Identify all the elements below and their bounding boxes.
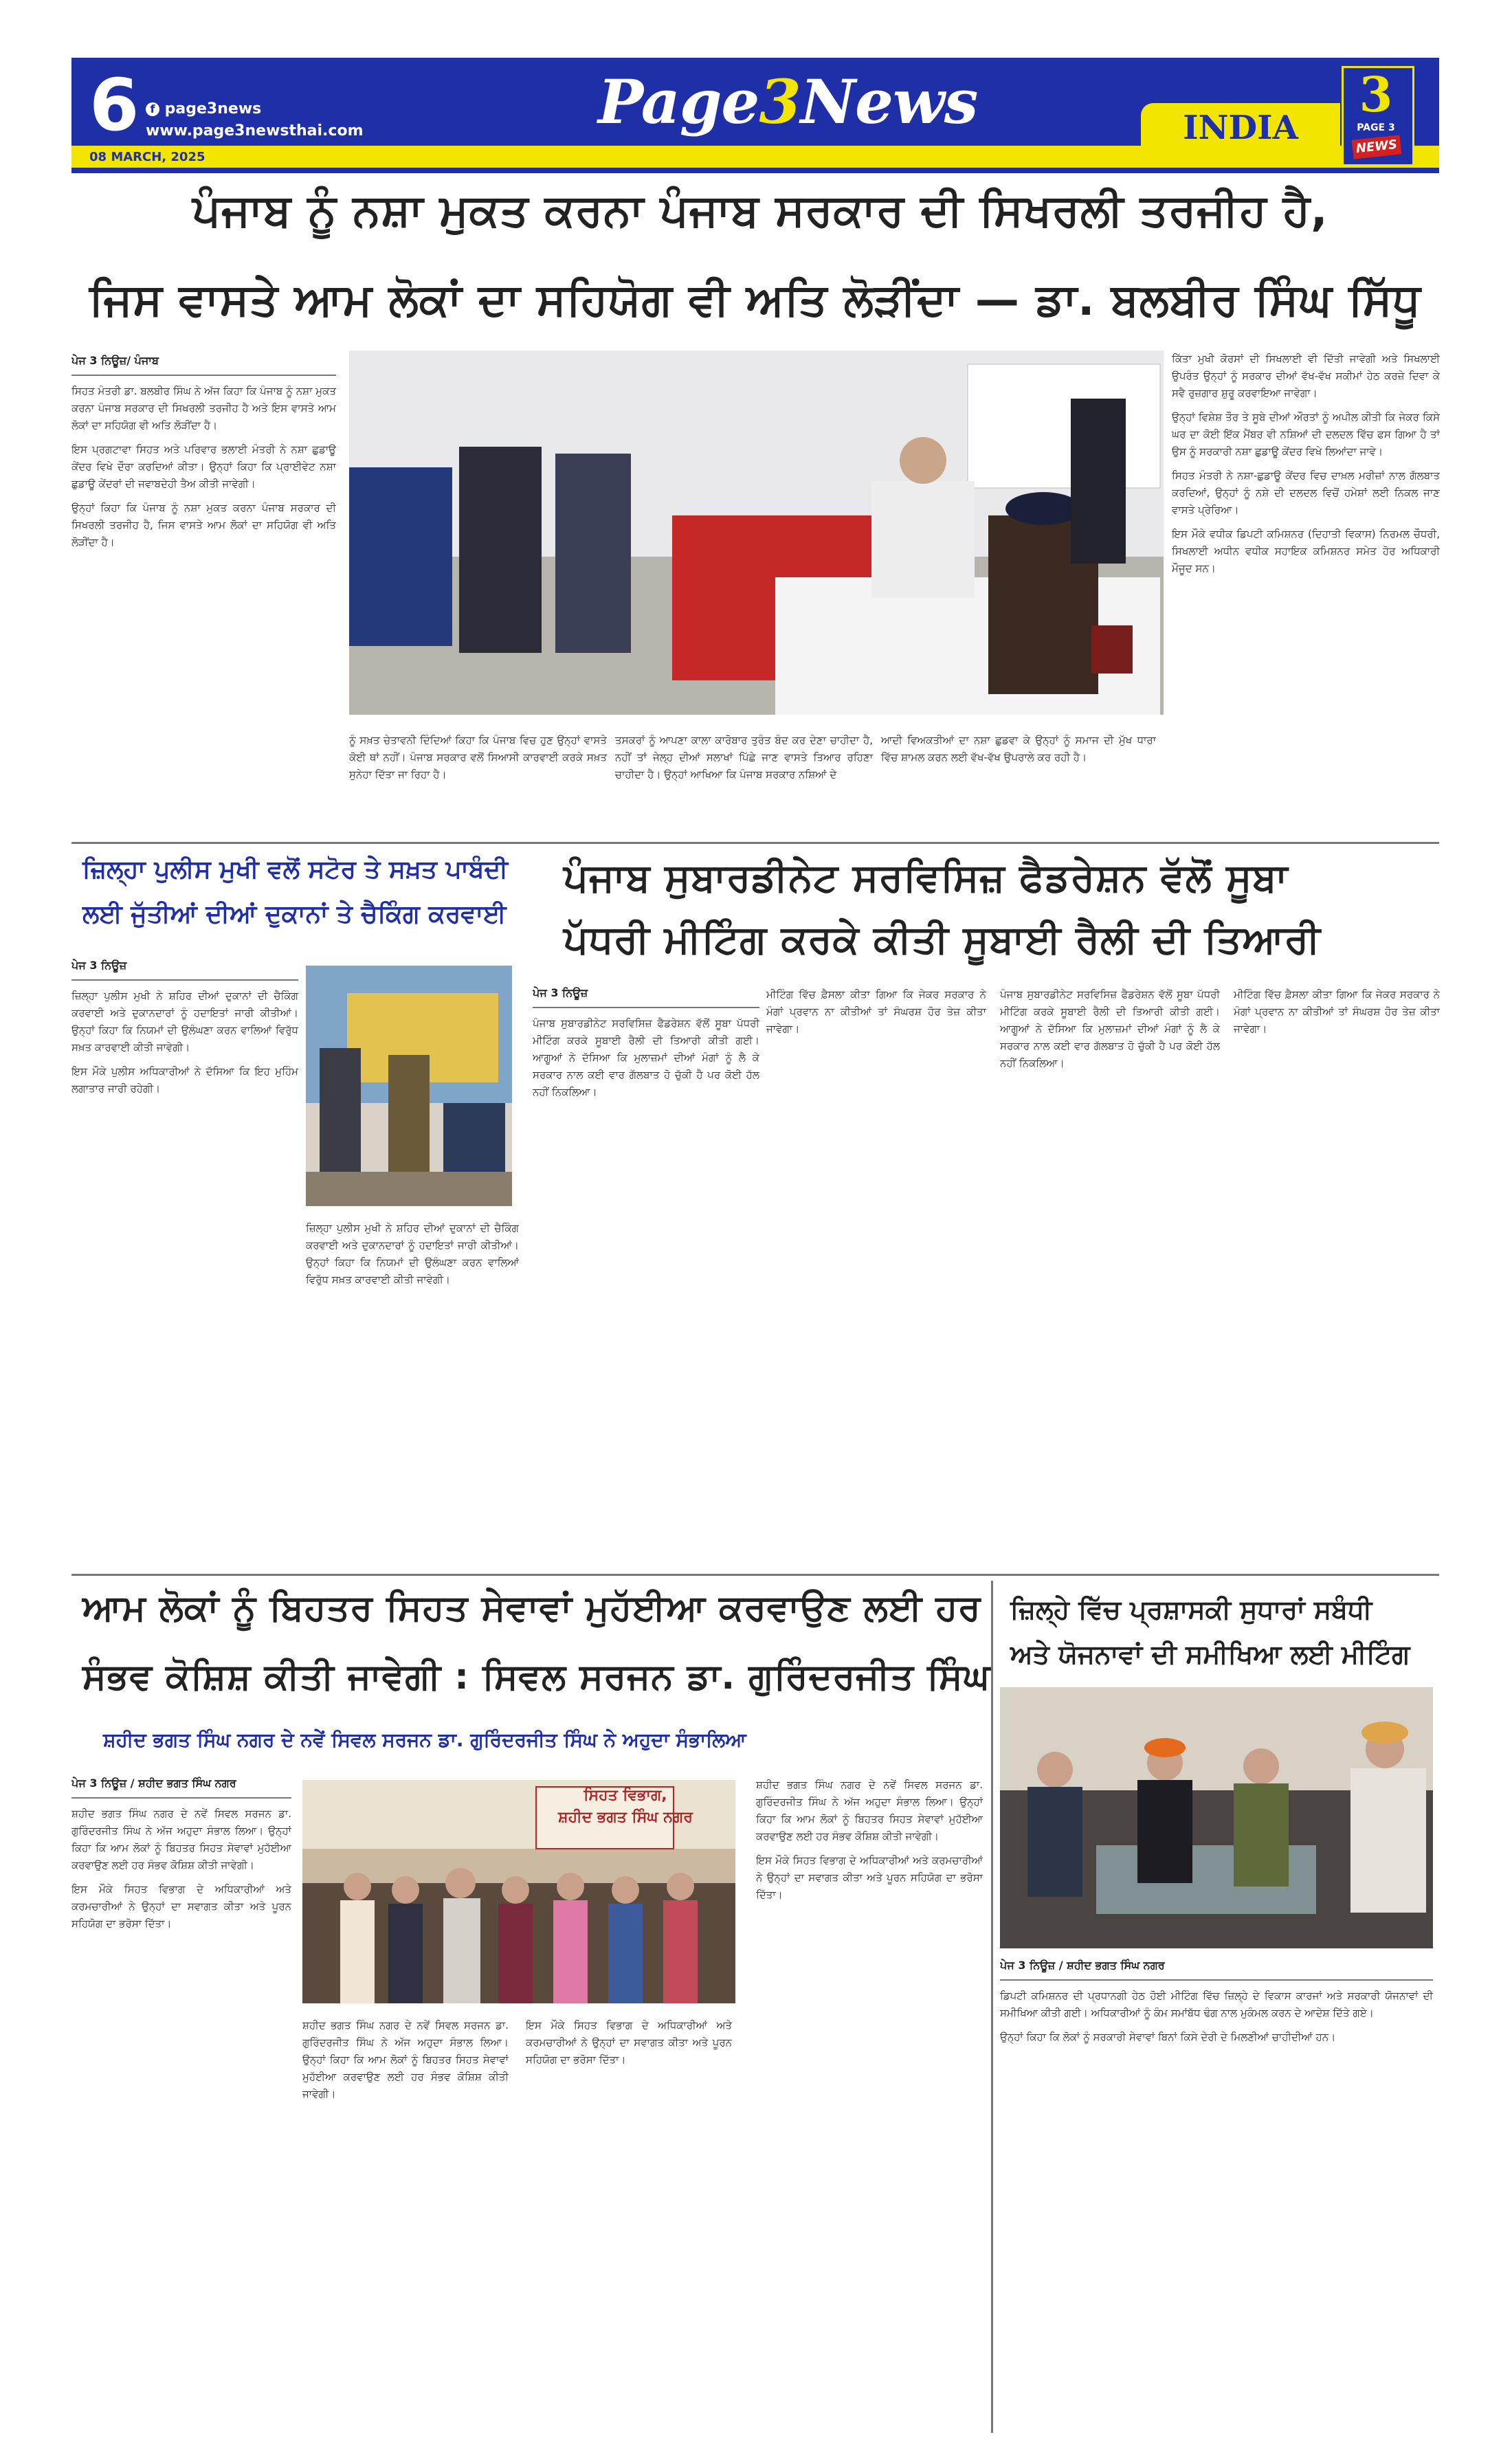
edition-label: INDIA — [1183, 109, 1298, 147]
logo-small-text: PAGE 3 — [1357, 122, 1395, 133]
story2-headline-line1: ਜ਼ਿਲ੍ਹਾ ਪੁਲੀਸ ਮੁਖੀ ਵਲੋਂ ਸਟੋਰ ਤੇ ਸਖ਼ਤ ਪਾਬੰਦੀ — [82, 856, 509, 884]
story1-headline-line2: ਜਿਸ ਵਾਸਤੇ ਆਮ ਲੋਕਾਂ ਦਾ ਸਹਿਯੋਗ ਵੀ ਅਤਿ ਲੋੜੀਂਦਾ — ਡਾ. ਬਲਬੀਰ ਸਿੰਘ ਸਿੱਧੂ — [89, 275, 1421, 326]
meeting-photo-illustration — [349, 350, 1164, 715]
story2-paragraph: ਜ਼ਿਲ੍ਹਾ ਪੁਲੀਸ ਮੁਖੀ ਨੇ ਸ਼ਹਿਰ ਦੀਆਂ ਦੁਕਾਨਾਂ ਦੀ ਚੈਕਿੰਗ ਕਰਵਾਈ ਅਤੇ ਦੁਕਾਨਦਾਰਾਂ ਨੂੰ ਹਦਾਇਤਾਂ ਜਾਰੀ ਕੀਤੀਆਂ। ਉਨ੍ਹਾਂ ਕਿਹਾ ਕਿ ਨਿਯਮਾਂ ਦੀ ਉਲੰਘਣਾ ਕਰਨ ਵਾਲਿਆਂ ਵਿਰੁੱਧ ਸਖ਼ਤ ਕਾਰਵਾਈ ਕੀਤੀ ਜਾਵੇਗੀ। — [71, 990, 298, 1054]
story5-byline: ਪੇਜ 3 ਨਿਊਜ਼ / ਸ਼ਹੀਦ ਭਗਤ ਸਿੰਘ ਨਗਰ — [1000, 1959, 1165, 1972]
story3-column-3 — [1000, 986, 1220, 1564]
story1-byline: ਪੇਜ 3 ਨਿਊਜ਼/ ਪੰਜਾਬ — [71, 354, 159, 367]
story4-paragraph: ਇਸ ਮੌਕੇ ਸਿਹਤ ਵਿਭਾਗ ਦੇ ਅਧਿਕਾਰੀਆਂ ਅਤੇ ਕਰਮਚਾਰੀਆਂ ਨੇ ਉਨ੍ਹਾਂ ਦਾ ਸਵਾਗਤ ਕੀਤਾ ਅਤੇ ਪੂਰਨ ਸਹਿਯੋਗ ਦਾ ਭਰੋਸਾ ਦਿੱਤਾ। — [756, 1854, 983, 1901]
story2-column-1 — [71, 959, 298, 1564]
story1-column-2 — [349, 732, 607, 814]
logo-news-tag: NEWS — [1352, 135, 1402, 159]
story3-column-4 — [1234, 986, 1440, 1564]
story4-paragraph: ਸ਼ਹੀਦ ਭਗਤ ਸਿੰਘ ਨਗਰ ਦੇ ਨਵੇਂ ਸਿਵਲ ਸਰਜਨ ਡਾ. ਗੁਰਿੰਦਰਜੀਤ ਸਿੰਘ ਨੇ ਅੱਜ ਅਹੁਦਾ ਸੰਭਾਲ ਲਿਆ। ਉਨ੍ਹਾਂ ਕਿਹਾ ਕਿ ਆਮ ਲੋਕਾਂ ਨੂੰ ਬਿਹਤਰ ਸਿਹਤ ਸੇਵਾਵਾਂ ਮੁਹੱਈਆ ਕਰਵਾਉਣ ਲਈ ਹਰ ਸੰਭਵ ਕੋਸ਼ਿਸ਼ ਕੀਤੀ ਜਾਵੇਗੀ। — [71, 1807, 291, 1871]
story2-photo — [306, 966, 512, 1206]
story3-paragraph: ਮੀਟਿੰਗ ਵਿੱਚ ਫ਼ੈਸਲਾ ਕੀਤਾ ਗਿਆ ਕਿ ਜੇਕਰ ਸਰਕਾਰ ਨੇ ਮੰਗਾਂ ਪ੍ਰਵਾਨ ਨਾ ਕੀਤੀਆਂ ਤਾਂ ਸੰਘਰਸ਼ ਹੋਰ ਤੇਜ਼ ਕੀਤਾ ਜਾਵੇਗਾ। — [1234, 988, 1440, 1035]
story4-subhead: ਸ਼ਹੀਦ ਭਗਤ ਸਿੰਘ ਨਗਰ ਦੇ ਨਵੇਂ ਸਿਵਲ ਸਰਜਨ ਡਾ. ਗੁਰਿੰਦਰਜੀਤ ਸਿੰਘ ਨੇ ਅਹੁਦਾ ਸੰਭਾਲਿਆ — [103, 1728, 746, 1751]
story4-headline-line1: ਆਮ ਲੋਕਾਂ ਨੂੰ ਬਿਹਤਰ ਸਿਹਤ ਸੇਵਾਵਾਂ ਮੁਹੱਈਆ ਕਰਵਾਉਣ ਲਈ ਹਰ — [82, 1588, 981, 1629]
story1-paragraph: ਉਨ੍ਹਾਂ ਵਿਸ਼ੇਸ਼ ਤੌਰ ਤੇ ਸੂਬੇ ਦੀਆਂ ਔਰਤਾਂ ਨੂੰ ਅਪੀਲ ਕੀਤੀ ਕਿ ਜੇਕਰ ਕਿਸੇ ਘਰ ਦਾ ਕੋਈ ਇੱਕ ਮੈਂਬਰ ਵੀ ਨਸ਼ਿਆਂ ਦੀ ਦਲਦਲ ਵਿੱਚ ਫਸ ਗਿਆ ਹੈ ਤਾਂ ਉਸ ਨੂੰ ਸਰਕਾਰੀ ਨਸ਼ਾ ਛੁਡਾਊ ਕੇਂਦਰ ਵਿਖੇ ਲਿਆਂਦਾ ਜਾਵੇ। — [1172, 411, 1440, 458]
story5-paragraph: ਉਨ੍ਹਾਂ ਕਿਹਾ ਕਿ ਲੋਕਾਂ ਨੂੰ ਸਰਕਾਰੀ ਸੇਵਾਵਾਂ ਬਿਨਾਂ ਕਿਸੇ ਦੇਰੀ ਦੇ ਮਿਲਣੀਆਂ ਚਾਹੀਦੀਆਂ ਹਨ। — [1000, 2031, 1336, 2043]
story3-paragraph: ਮੀਟਿੰਗ ਵਿੱਚ ਫ਼ੈਸਲਾ ਕੀਤਾ ਗਿਆ ਕਿ ਜੇਕਰ ਸਰਕਾਰ ਨੇ ਮੰਗਾਂ ਪ੍ਰਵਾਨ ਨਾ ਕੀਤੀਆਂ ਤਾਂ ਸੰਘਰਸ਼ ਹੋਰ ਤੇਜ਼ ਕੀਤਾ ਜਾਵੇਗਾ। — [766, 988, 986, 1035]
divider — [71, 375, 336, 376]
story3-headline-line1: ਪੰਜਾਬ ਸੁਬਾਰਡੀਨੇਟ ਸਰਵਿਸਿਜ਼ ਫੈਡਰੇਸ਼ਨ ਵੱਲੋਂ ਸੂਬਾ — [564, 856, 1289, 900]
brand-left: Page — [598, 66, 759, 137]
story1-headline-line1: ਪੰਜਾਬ ਨੂੰ ਨਸ਼ਾ ਮੁਕਤ ਕਰਨਾ ਪੰਜਾਬ ਸਰਕਾਰ ਦੀ ਸਿਖਰਲੀ ਤਰਜੀਹ ਹੈ, — [192, 186, 1328, 236]
divider — [533, 1007, 759, 1008]
story1-paragraph: ਸਿਹਤ ਮੰਤਰੀ ਨੇ ਨਸ਼ਾ-ਛੁਡਾਊ ਕੇਂਦਰ ਵਿਚ ਦਾਖ਼ਲ ਮਰੀਜ਼ਾਂ ਨਾਲ ਗੱਲਬਾਤ ਕਰਦਿਆਂ, ਉਨ੍ਹਾਂ ਨੂੰ ਨਸ਼ੇ ਦੀ ਦਲਦਲ ਵਿਚੋਂ ਹਮੇਸ਼ਾਂ ਲਈ ਨਿਕਲ ਜਾਣ ਵਾਸਤੇ ਪ੍ਰੇਰਿਆ। — [1172, 469, 1440, 516]
website-link[interactable]: www.page3newsthai.com — [146, 122, 364, 140]
story5-text — [1000, 1959, 1433, 2433]
brand-right: News — [800, 66, 978, 137]
story2-paragraph: ਜ਼ਿਲ੍ਹਾ ਪੁਲੀਸ ਮੁਖੀ ਨੇ ਸ਼ਹਿਰ ਦੀਆਂ ਦੁਕਾਨਾਂ ਦੀ ਚੈਕਿੰਗ ਕਰਵਾਈ ਅਤੇ ਦੁਕਾਨਦਾਰਾਂ ਨੂੰ ਹਦਾਇਤਾਂ ਜਾਰੀ ਕੀਤੀਆਂ। ਉਨ੍ਹਾਂ ਕਿਹਾ ਕਿ ਨਿਯਮਾਂ ਦੀ ਉਲੰਘਣਾ ਕਰਨ ਵਾਲਿਆਂ ਵਿਰੁੱਧ ਸਖ਼ਤ ਕਾਰਵਾਈ ਕੀਤੀ ਜਾਵੇਗੀ। — [306, 1222, 519, 1286]
story1-paragraph: ਆਦੀ ਵਿਅਕਤੀਆਂ ਦਾ ਨਸ਼ਾ ਛੁਡਵਾ ਕੇ ਉਨ੍ਹਾਂ ਨੂੰ ਸਮਾਜ ਦੀ ਮੁੱਖ ਧਾਰਾ ਵਿੱਚ ਸ਼ਾਮਲ ਕਰਨ ਲਈ ਵੱਖ-ਵੱਖ ਉਪਰਾਲੇ ਕਰ ਰਹੀ ਹੈ। — [881, 734, 1156, 764]
story4-paragraph: ਸ਼ਹੀਦ ਭਗਤ ਸਿੰਘ ਨਗਰ ਦੇ ਨਵੇਂ ਸਿਵਲ ਸਰਜਨ ਡਾ. ਗੁਰਿੰਦਰਜੀਤ ਸਿੰਘ ਨੇ ਅੱਜ ਅਹੁਦਾ ਸੰਭਾਲ ਲਿਆ। ਉਨ੍ਹਾਂ ਕਿਹਾ ਕਿ ਆਮ ਲੋਕਾਂ ਨੂੰ ਬਿਹਤਰ ਸਿਹਤ ਸੇਵਾਵਾਂ ਮੁਹੱਈਆ ਕਰਵਾਉਣ ਲਈ ਹਰ ਸੰਭਵ ਕੋਸ਼ਿਸ਼ ਕੀਤੀ ਜਾਵੇਗੀ। — [756, 1779, 983, 1843]
story3-byline: ਪੇਜ 3 ਨਿਊਜ਼ — [533, 986, 588, 999]
story2-headline-line2: ਲਈ ਜੁੱਤੀਆਂ ਦੀਆਂ ਦੁਕਾਨਾਂ ਤੇ ਚੈਕਿੰਗ ਕਰਵਾਈ — [82, 900, 507, 928]
story4-paragraph: ਸ਼ਹੀਦ ਭਗਤ ਸਿੰਘ ਨਗਰ ਦੇ ਨਵੇਂ ਸਿਵਲ ਸਰਜਨ ਡਾ. ਗੁਰਿੰਦਰਜੀਤ ਸਿੰਘ ਨੇ ਅੱਜ ਅਹੁਦਾ ਸੰਭਾਲ ਲਿਆ। ਉਨ੍ਹਾਂ ਕਿਹਾ ਕਿ ਆਮ ਲੋਕਾਂ ਨੂੰ ਬਿਹਤਰ ਸਿਹਤ ਸੇਵਾਵਾਂ ਮੁਹੱਈਆ ਕਰਵਾਉਣ ਲਈ ਹਰ ਸੰਭਵ ਕੋਸ਼ਿਸ਼ ਕੀਤੀ ਜਾਵੇਗੀ। — [302, 2019, 509, 2100]
facebook-icon: f — [146, 102, 159, 116]
story2-byline: ਪੇਜ 3 ਨਿਊਜ਼ — [71, 959, 127, 972]
story3-headline-line2: ਪੱਧਰੀ ਮੀਟਿੰਗ ਕਰਕੇ ਕੀਤੀ ਸੂਬਾਈ ਰੈਲੀ ਦੀ ਤਿਆਰੀ — [564, 917, 1321, 962]
story5-headline-line1: ਜ਼ਿਲ੍ਹੇ ਵਿੱਚ ਪ੍ਰਸ਼ਾਸਕੀ ਸੁਧਾਰਾਂ ਸਬੰਧੀ — [1010, 1594, 1372, 1625]
story4-column-3 — [526, 2017, 732, 2429]
story1-paragraph: ਇਸ ਪ੍ਰਗਟਾਵਾ ਸਿਹਤ ਅਤੇ ਪਰਿਵਾਰ ਭਲਾਈ ਮੰਤਰੀ ਨੇ ਨਸ਼ਾ ਛੁਡਾਊ ਕੇਂਦਰ ਵਿਖੇ ਦੌਰਾ ਕਰਦਿਆਂ ਕੀਤਾ। ਉਨ੍ਹਾਂ ਕਿਹਾ ਕਿ ਪ੍ਰਾਈਵੇਟ ਨਸ਼ਾ ਛੁਡਾਊ ਕੇਂਦਰਾਂ ਦੀ ਜਵਾਬਦੇਹੀ ਤੈਅ ਕੀਤੀ ਜਾਵੇਗੀ। — [71, 443, 336, 490]
story1-column-5 — [1172, 350, 1440, 828]
shop-inspection-photo — [306, 966, 512, 1206]
logo-number: 3 — [1359, 66, 1393, 123]
issue-date: 08 MARCH, 2025 — [89, 150, 205, 164]
story1-photo — [349, 350, 1164, 715]
story4-column-1 — [71, 1777, 291, 2429]
social-handle-text: page3news — [164, 100, 262, 118]
story3-column-2 — [766, 986, 986, 1564]
story4-paragraph: ਇਸ ਮੌਕੇ ਸਿਹਤ ਵਿਭਾਗ ਦੇ ਅਧਿਕਾਰੀਆਂ ਅਤੇ ਕਰਮਚਾਰੀਆਂ ਨੇ ਉਨ੍ਹਾਂ ਦਾ ਸਵਾਗਤ ਕੀਤਾ ਅਤੇ ਪੂਰਨ ਸਹਿਯੋਗ ਦਾ ਭਰੋਸਾ ਦਿੱਤਾ। — [526, 2019, 732, 2066]
office-meeting-photo — [1000, 1687, 1433, 1948]
story1-paragraph: ਇਸ ਮੌਕੇ ਵਧੀਕ ਡਿਪਟੀ ਕਮਿਸ਼ਨਰ (ਦਿਹਾਤੀ ਵਿਕਾਸ) ਨਿਰਮਲ ਚੌਧਰੀ, ਸਿਖਲਾਈ ਅਧੀਨ ਵਧੀਕ ਸਹਾਇਕ ਕਮਿਸ਼ਨਰ ਸਮੇਤ ਹੋਰ ਅਧਿਕਾਰੀ ਮੌਜੂਦ ਸਨ। — [1172, 528, 1440, 575]
story4-column-2 — [302, 2017, 509, 2429]
story5-photo — [1000, 1687, 1433, 1948]
story3-column-1 — [533, 986, 759, 1564]
section-divider — [71, 842, 1439, 844]
section-divider — [71, 1574, 1439, 1576]
story4-headline-line2: ਸੰਭਵ ਕੋਸ਼ਿਸ਼ ਕੀਤੀ ਜਾਵੇਗੀ : ਸਿਵਲ ਸਰਜਨ ਡਾ. ਗੁਰਿੰਦਰਜੀਤ ਸਿੰਘ — [82, 1656, 991, 1698]
story5-paragraph: ਡਿਪਟੀ ਕਮਿਸ਼ਨਰ ਦੀ ਪ੍ਰਧਾਨਗੀ ਹੇਠ ਹੋਈ ਮੀਟਿੰਗ ਵਿੱਚ ਜ਼ਿਲ੍ਹੇ ਦੇ ਵਿਕਾਸ ਕਾਰਜਾਂ ਅਤੇ ਸਰਕਾਰੀ ਯੋਜਨਾਵਾਂ ਦੀ ਸਮੀਖਿਆ ਕੀਤੀ ਗਈ। ਅਧਿਕਾਰੀਆਂ ਨੂੰ ਕੰਮ ਸਮਾਂਬੱਧ ਢੰਗ ਨਾਲ ਮੁਕੰਮਲ ਕਰਨ ਦੇ ਆਦੇਸ਼ ਦਿੱਤੇ ਗਏ। — [1000, 1990, 1433, 2019]
story3-paragraph: ਪੰਜਾਬ ਸੁਬਾਰਡੀਨੇਟ ਸਰਵਿਸਿਜ਼ ਫੈਡਰੇਸ਼ਨ ਵੱਲੋਂ ਸੂਬਾ ਪੱਧਰੀ ਮੀਟਿੰਗ ਕਰਕੇ ਸੂਬਾਈ ਰੈਲੀ ਦੀ ਤਿਆਰੀ ਕੀਤੀ ਗਈ। ਆਗੂਆਂ ਨੇ ਦੱਸਿਆ ਕਿ ਮੁਲਾਜ਼ਮਾਂ ਦੀਆਂ ਮੰਗਾਂ ਨੂੰ ਲੈ ਕੇ ਸਰਕਾਰ ਨਾਲ ਕਈ ਵਾਰ ਗੱਲਬਾਤ ਹੋ ਚੁੱਕੀ ਹੈ ਪਰ ਕੋਈ ਹੱਲ ਨਹੀਂ ਨਿਕਲਿਆ। — [1000, 988, 1220, 1069]
divider — [71, 979, 298, 981]
photo-sign-line2: ਸ਼ਹੀਦ ਭਗਤ ਸਿੰਘ ਨਗਰ — [557, 1809, 693, 1826]
story1-column-1 — [71, 354, 336, 808]
page-number: 6 — [89, 63, 140, 147]
divider — [1000, 1979, 1433, 1981]
column-divider — [991, 1581, 993, 2433]
story2-paragraph: ਇਸ ਮੌਕੇ ਪੁਲੀਸ ਅਧਿਕਾਰੀਆਂ ਨੇ ਦੱਸਿਆ ਕਿ ਇਹ ਮੁਹਿੰਮ ਲਗਾਤਾਰ ਜਾਰੀ ਰਹੇਗੀ। — [71, 1065, 298, 1095]
story4-column-4 — [756, 1777, 983, 2429]
story2-column-2 — [306, 1220, 519, 1564]
story1-paragraph: ਸਿਹਤ ਮੰਤਰੀ ਡਾ. ਬਲਬੀਰ ਸਿੰਘ ਨੇ ਅੱਜ ਕਿਹਾ ਕਿ ਪੰਜਾਬ ਨੂੰ ਨਸ਼ਾ ਮੁਕਤ ਕਰਨਾ ਪੰਜਾਬ ਸਰਕਾਰ ਦੀ ਸਿਖਰਲੀ ਤਰਜੀਹ ਹੈ ਅਤੇ ਇਸ ਵਾਸਤੇ ਆਮ ਲੋਕਾਂ ਦਾ ਸਹਿਯੋਗ ਵੀ ਅਤਿ ਲੋੜੀਂਦਾ ਹੈ। — [71, 385, 336, 432]
story1-paragraph: ਉਨ੍ਹਾਂ ਕਿਹਾ ਕਿ ਪੰਜਾਬ ਨੂੰ ਨਸ਼ਾ ਮੁਕਤ ਕਰਨਾ ਪੰਜਾਬ ਸਰਕਾਰ ਦੀ ਸਿਖਰਲੀ ਤਰਜੀਹ ਹੈ, ਜਿਸ ਵਾਸਤੇ ਆਮ ਲੋਕਾਂ ਦਾ ਸਹਿਯੋਗ ਵੀ ਅਤਿ ਲੋੜੀਂਦਾ ਹੈ। — [71, 502, 336, 548]
story1-paragraph: ਕਿੱਤਾ ਮੁਖੀ ਕੋਰਸਾਂ ਦੀ ਸਿਖਲਾਈ ਵੀ ਦਿੱਤੀ ਜਾਵੇਗੀ ਅਤੇ ਸਿਖਲਾਈ ਉਪਰੰਤ ਉਨ੍ਹਾਂ ਨੂੰ ਸਰਕਾਰ ਦੀਆਂ ਵੱਖ-ਵੱਖ ਸਕੀਮਾਂ ਹੇਠ ਕਰਜ਼ੇ ਦਿਵਾ ਕੇ ਸਵੈ ਰੁਜ਼ਗਾਰ ਸ਼ੁਰੂ ਕਰਵਾਇਆ ਜਾਵੇਗਾ। — [1172, 353, 1440, 399]
story1-paragraph: ਤਸਕਰਾਂ ਨੂੰ ਆਪਣਾ ਕਾਲਾ ਕਾਰੋਬਾਰ ਤੁਰੰਤ ਬੰਦ ਕਰ ਦੇਣਾ ਚਾਹੀਦਾ ਹੈ, ਨਹੀਂ ਤਾਂ ਜੇਲ੍ਹ ਦੀਆਂ ਸਲਾਖਾਂ ਪਿੱਛੇ ਜਾਣ ਵਾਸਤੇ ਤਿਆਰ ਰਹਿਣਾ ਚਾਹੀਦਾ ਹੈ। ਉਨ੍ਹਾਂ ਆਖਿਆ ਕਿ ਪੰਜਾਬ ਸਰਕਾਰ ਨਸ਼ਿਆਂ ਦੇ — [615, 734, 873, 781]
brand-three: 3 — [759, 66, 801, 137]
divider — [71, 1797, 291, 1799]
social-handle[interactable] — [146, 100, 261, 118]
story5-headline-line2: ਅਤੇ ਯੋਜਨਾਵਾਂ ਦੀ ਸਮੀਖਿਆ ਲਈ ਮੀਟਿੰਗ — [1010, 1639, 1410, 1669]
story1-column-4 — [881, 732, 1156, 814]
story4-byline: ਪੇਜ 3 ਨਿਊਜ਼ / ਸ਼ਹੀਦ ਭਗਤ ਸਿੰਘ ਨਗਰ — [71, 1777, 236, 1790]
brand-logo-text — [598, 66, 978, 137]
story4-paragraph: ਇਸ ਮੌਕੇ ਸਿਹਤ ਵਿਭਾਗ ਦੇ ਅਧਿਕਾਰੀਆਂ ਅਤੇ ਕਰਮਚਾਰੀਆਂ ਨੇ ਉਨ੍ਹਾਂ ਦਾ ਸਵਾਗਤ ਕੀਤਾ ਅਤੇ ਪੂਰਨ ਸਹਿਯੋਗ ਦਾ ਭਰੋਸਾ ਦਿੱਤਾ। — [71, 1883, 291, 1930]
story1-paragraph: ਨੂੰ ਸਖ਼ਤ ਚੇਤਾਵਨੀ ਦਿੰਦਿਆਂ ਕਿਹਾ ਕਿ ਪੰਜਾਬ ਵਿਚ ਹੁਣ ਉਨ੍ਹਾਂ ਵਾਸਤੇ ਕੋਈ ਥਾਂ ਨਹੀਂ। ਪੰਜਾਬ ਸਰਕਾਰ ਵਲੋਂ ਸਿਆਸੀ ਕਾਰਵਾਈ ਕਰਕੇ ਸਖ਼ਤ ਸੁਨੇਹਾ ਦਿੱਤਾ ਜਾ ਰਿਹਾ ਹੈ। — [349, 734, 607, 781]
photo-sign-line1: ਸਿਹਤ ਵਿਭਾਗ, — [583, 1787, 667, 1804]
story1-column-3 — [615, 732, 873, 814]
story3-paragraph: ਪੰਜਾਬ ਸੁਬਾਰਡੀਨੇਟ ਸਰਵਿਸਿਜ਼ ਫੈਡਰੇਸ਼ਨ ਵੱਲੋਂ ਸੂਬਾ ਪੱਧਰੀ ਮੀਟਿੰਗ ਕਰਕੇ ਸੂਬਾਈ ਰੈਲੀ ਦੀ ਤਿਆਰੀ ਕੀਤੀ ਗਈ। ਆਗੂਆਂ ਨੇ ਦੱਸਿਆ ਕਿ ਮੁਲਾਜ਼ਮਾਂ ਦੀਆਂ ਮੰਗਾਂ ਨੂੰ ਲੈ ਕੇ ਸਰਕਾਰ ਨਾਲ ਕਈ ਵਾਰ ਗੱਲਬਾਤ ਹੋ ਚੁੱਕੀ ਹੈ ਪਰ ਕੋਈ ਹੱਲ ਨਹੀਂ ਨਿਕਲਿਆ। — [533, 1017, 759, 1098]
